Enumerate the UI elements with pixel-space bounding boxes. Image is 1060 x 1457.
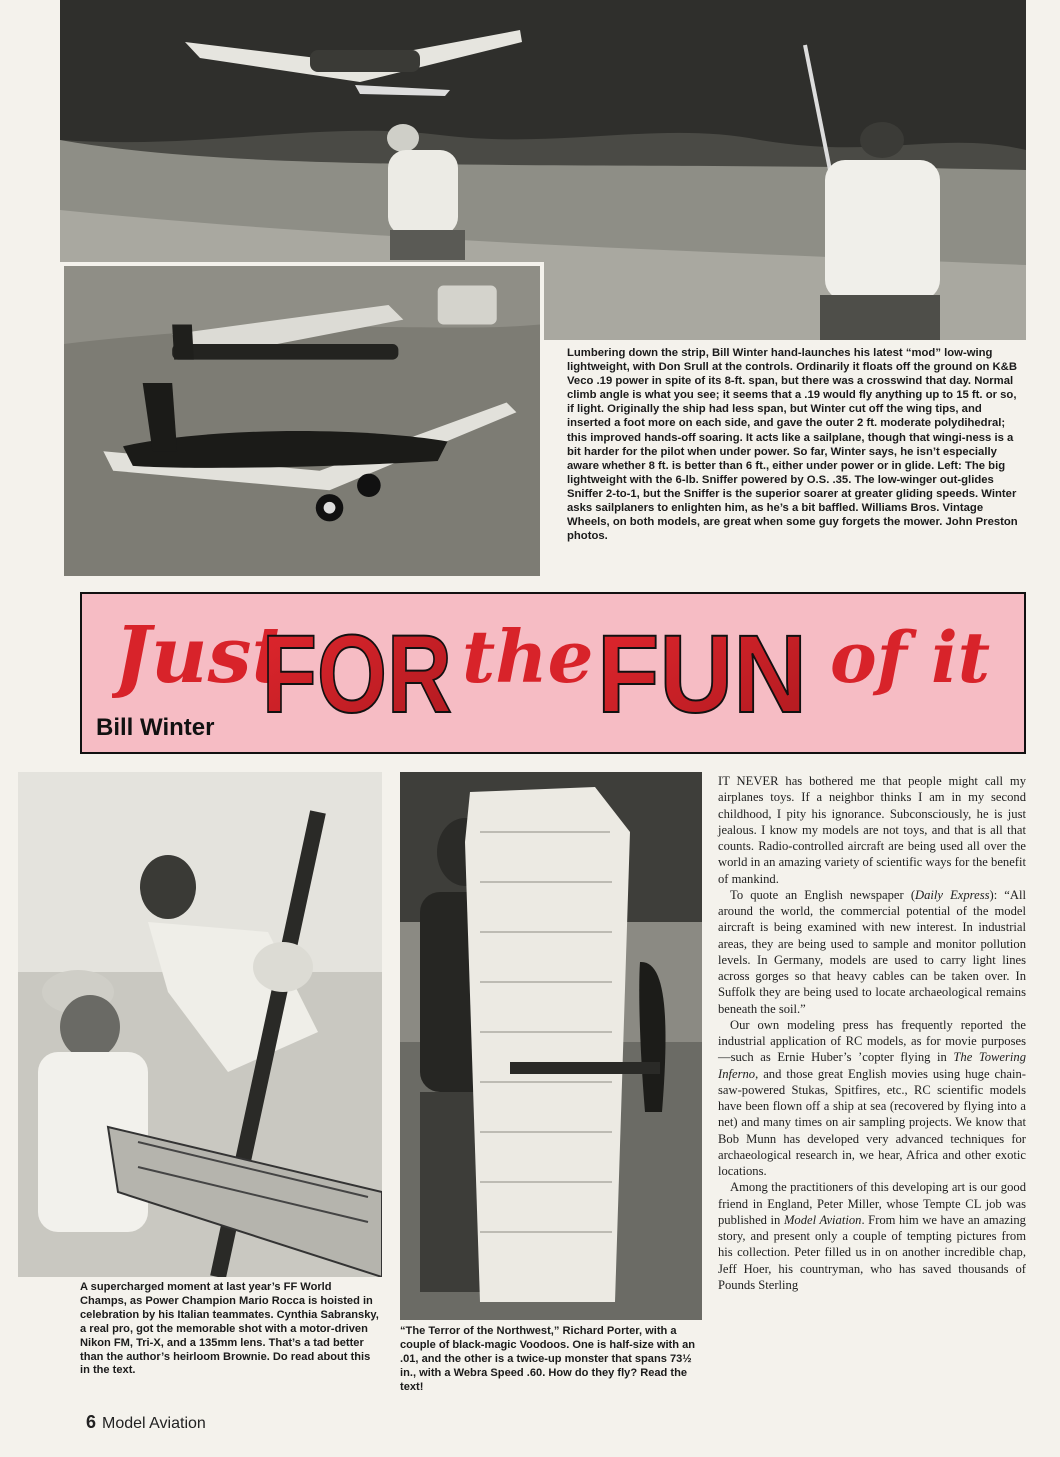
photo-two-models — [60, 262, 544, 580]
title-of-it: of it — [830, 616, 991, 699]
film-title: The Towering Inferno — [718, 1050, 1027, 1081]
title-for: FOR — [262, 613, 452, 724]
article-body — [718, 773, 1026, 1293]
title-fun: FUN — [597, 613, 807, 724]
publication-name: Model Aviation — [102, 1415, 206, 1432]
article-paragraph-3: Our own modeling press has frequently reported the industrial application of RC models, as for movie purposes—such as Ernie Huber’s ’copter flying in The Towering Inferno, and those great English movies using huge chain-saw-powered Stukas, Spitfires, etc., RC scientific models have been flown off a ship at sea (recovered by flying into a net) and many times on air sampling projects. We know that Bob Munn has developed very advanced techniques for archaeological research in, we hear, Africa and other exotic locations. — [718, 1017, 1027, 1178]
title-the: the — [462, 614, 594, 699]
title-just: Just — [114, 610, 288, 701]
caption-voodoos: “The Terror of the Northwest,” Richard Porter, with a couple of black-magic Voodoos. One is half-size with an .01, and the other is a twice-up monster that spans 73½ in., with a Webra Speed .60. How do they fly? Read the text! — [400, 1325, 696, 1393]
byline-author: Bill Winter — [96, 714, 215, 741]
publication-daily-express: Daily Express — [915, 887, 990, 902]
photo-voodoo-models — [400, 772, 702, 1320]
photo-world-champs-celebration — [18, 772, 382, 1277]
page-folio — [86, 1412, 206, 1433]
article-paragraph-1: IT NEVER has bothered me that people might call my airplanes toys. If a neighbor thinks I am in my second childhood, I pity his ignorance. Subconsciously, he is just jealous. I know my models are not toys, and that is all that counts. Radio-controlled aircraft are being used all over the world in an amazing variety of scientific ways for the benefit of mankind. — [718, 774, 1026, 886]
caption-celebration: A supercharged moment at last year’s FF World Champs, as Power Champion Mario Rocca is hoisted in celebration by his Italian teammates. Cynthia Sabransky, a real pro, got the memorable shot with a motor-driven Nikon FM, Tri-X, and a 135mm lens. That’s a tad better than the author’s heirloom Brownie. Do read about this in the text. — [80, 1281, 379, 1377]
page-number: 6 — [86, 1412, 97, 1432]
article-paragraph-4: Among the practitioners of this developing art is our good friend in England, Peter Miller, whose Tempte CL job was published in Model Aviation. From him we have an amazing story, and present only a couple of tempting pictures from his collection. Peter filled us in on another incredible chap, Jeff Hoer, his countryman, who has saved thousands of Pounds Sterling — [718, 1180, 1026, 1292]
caption-hand-launch: Lumbering down the strip, Bill Winter hand-launches his latest “mod” low-wing lightweight, with Don Srull at the controls. Ordinarily it floats off the ground on K&B Veco .19 power in spite of its 8-ft. span, but there was a crosswind that day. Normal climb angle is what you see; it seems that a .19 would fly anything up to 15 ft. or so, if light. Originally the ship had less span, but Winter cut off the wing tips, and inserted a foot more on each side, and gave the outer 2 ft. moderate polydihedral; this improved hands-off soaring. It acts like a sailplane, though that wingi-ness is a bit harder for the pilot when under power. So far, Winter says, he isn’t especially aware whether 8 ft. is better than 6 ft., either under power or in glide. Left: The big lightweight with the 6-lb. Sniffer powered by O.S. .35. The low-winger out-glides Sniffer 2-to-1, but the Sniffer is the superior soarer at greater gliding speeds. Winter asks sailplaners to enlighten him, as he’s a bit baffled. Williams Bros. Vintage Wheels, on both models, are great when some guy forgets the mower. John Preston photos. — [567, 347, 1018, 543]
article-paragraph-2: To quote an English newspaper (Daily Express): “All around the world, the commercial potential of the model aircraft is being examined with new interest. In industrial areas, they are being used to sample and monitor pollution levels. In Germany, models are used to carry light lines across gorges so that heavy cables can be taken over. In Suffolk they are being used to locate archaeological remains beneath the soil.” — [718, 887, 1026, 1016]
article-title — [112, 604, 1002, 724]
magazine-title: Model Aviation — [783, 1212, 862, 1227]
title-banner — [80, 592, 1026, 754]
